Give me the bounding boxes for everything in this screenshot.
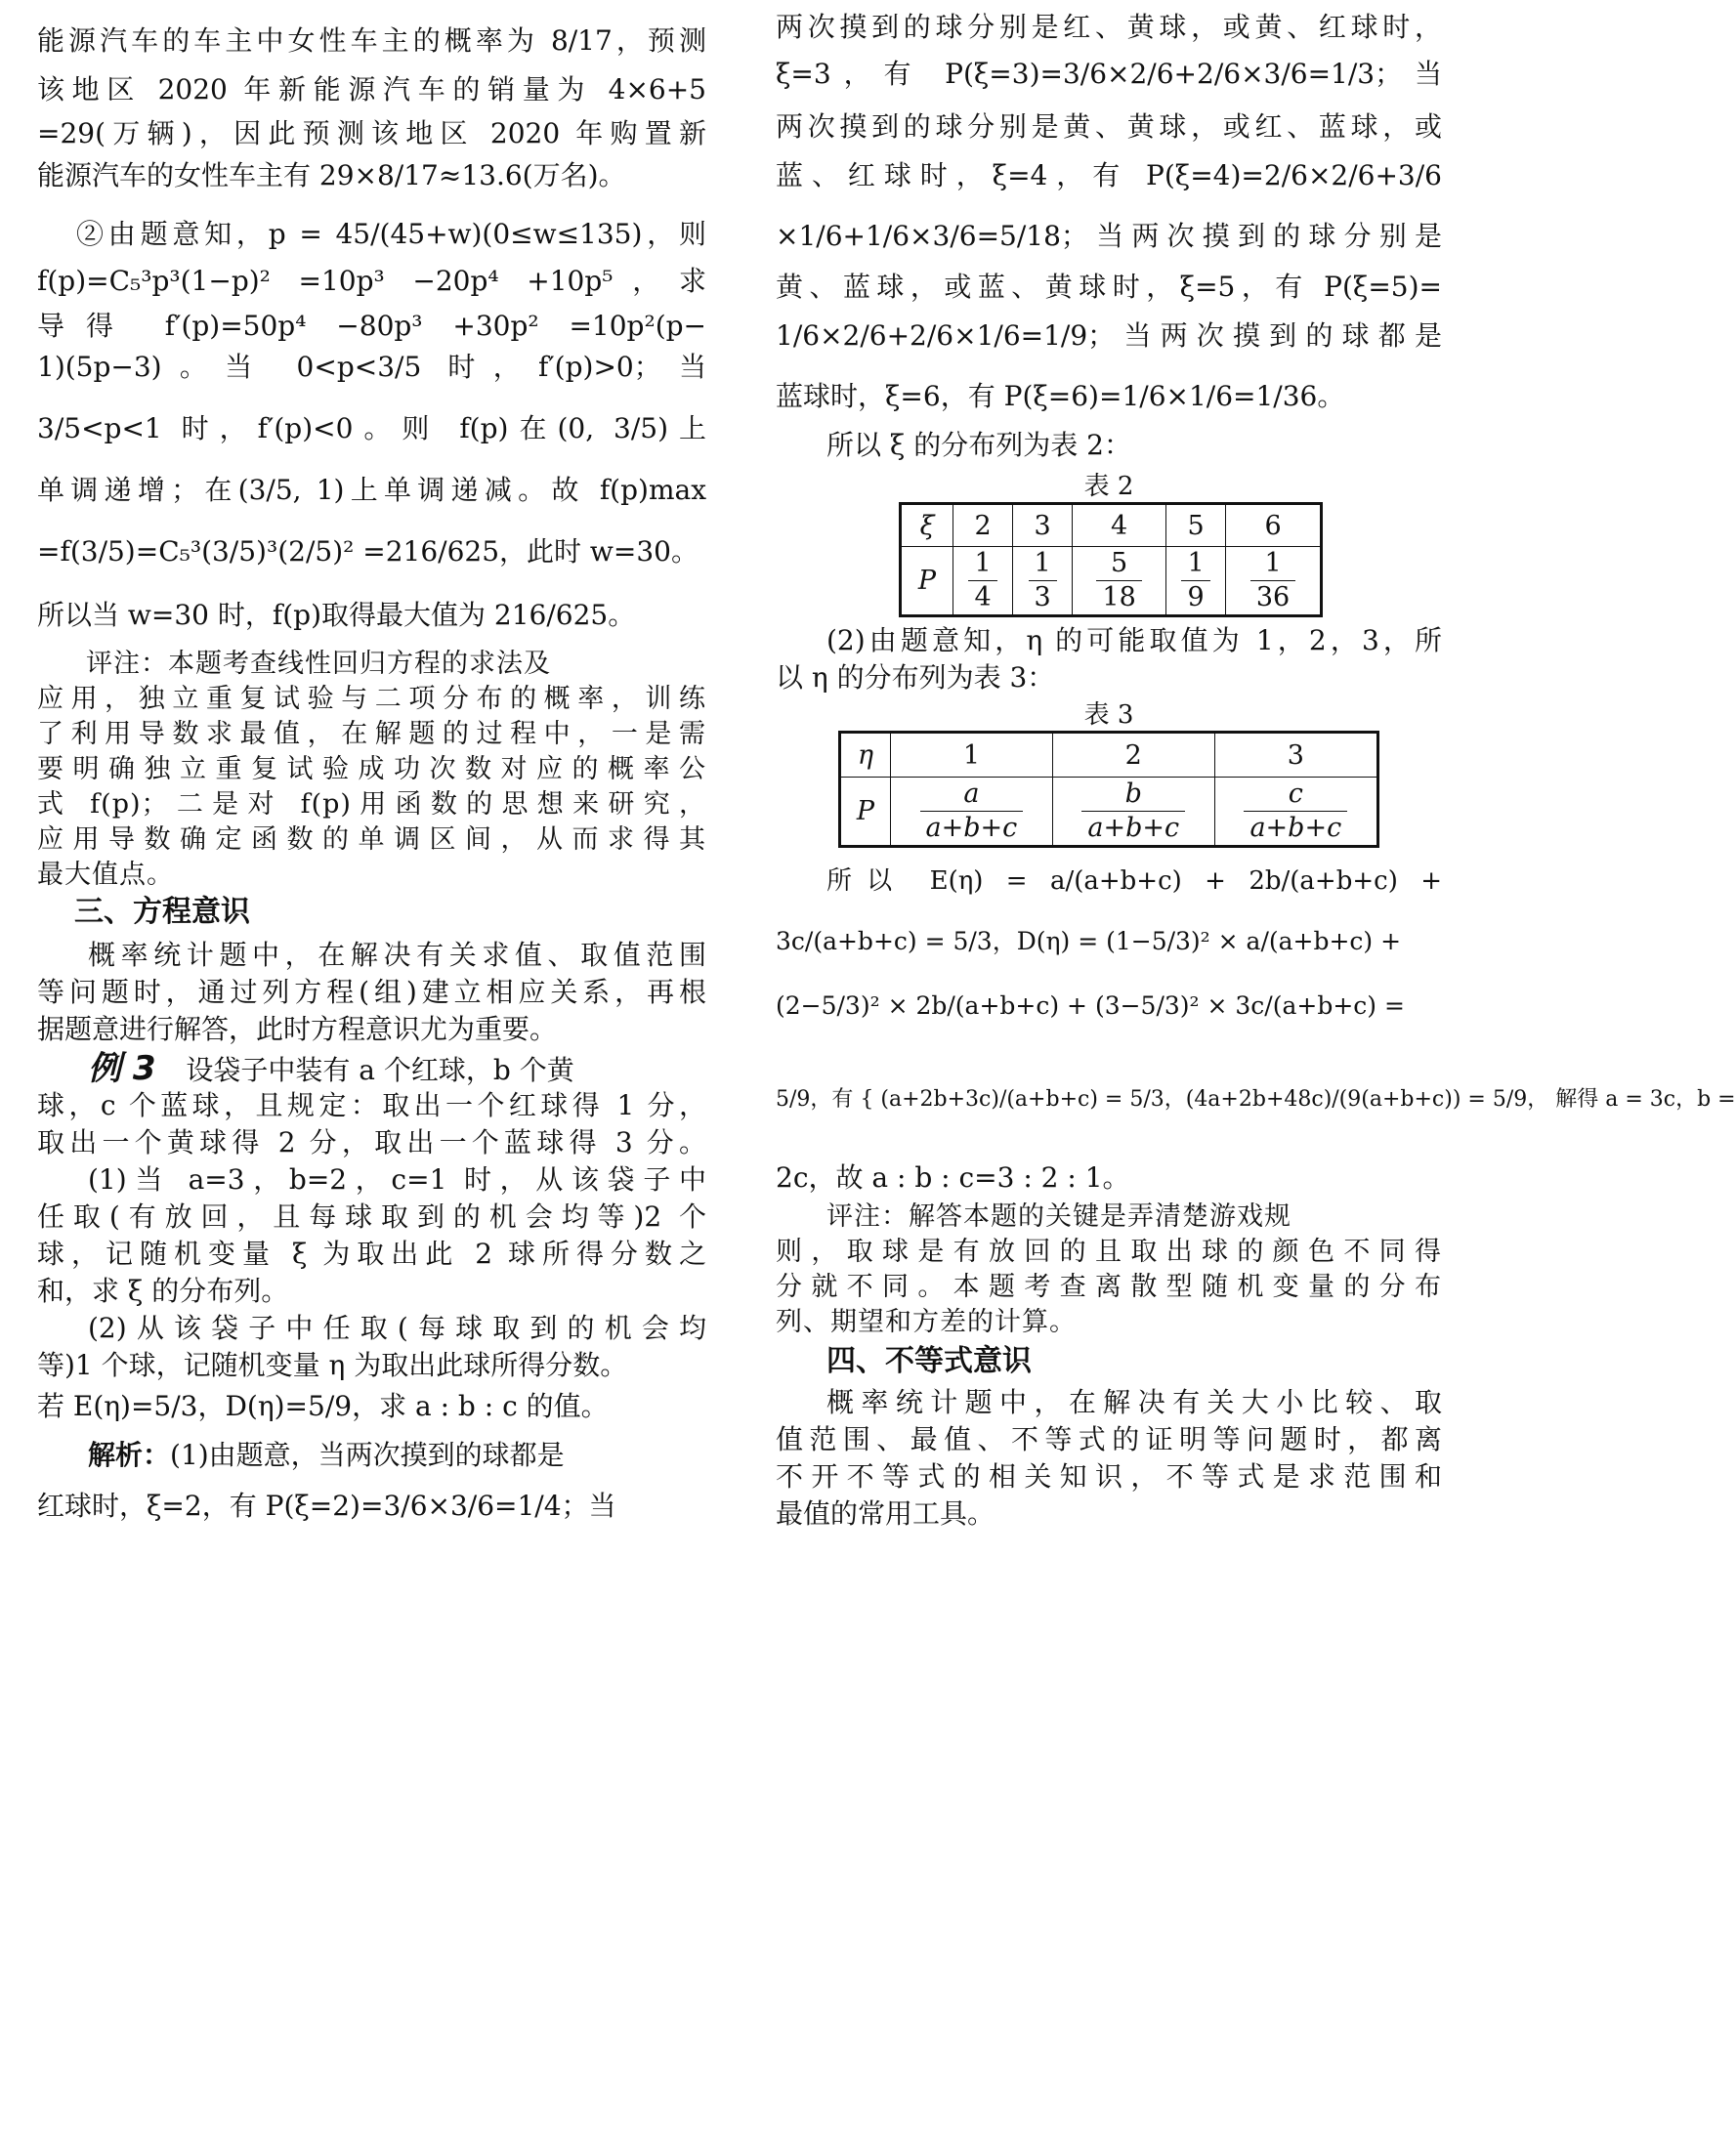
table-xi-distribution [899,502,1323,617]
prob-denominator: a+b+c [1087,813,1180,843]
prob-denominator: a+b+c [925,813,1018,843]
table-header-p: P [840,778,891,847]
text-line: 和，求 ξ 的分布列。 [37,1275,289,1307]
table-cell-prob [891,778,1053,847]
table-cell-value: 4 [1073,504,1166,547]
note-line: 要明确独立重复试验成功次数对应的概率公 [37,754,706,784]
prob-numerator: 1 [1034,548,1051,578]
text-line: 最值的常用工具。 [776,1497,995,1530]
prob-numerator: 5 [1111,548,1128,578]
text-line: 任取(有放回，且每球取到的机会均等)2 个 [37,1200,706,1233]
prob-numerator: c [1288,779,1303,809]
text-line: ②由题意知，p = 45/(45+w)(0≤w≤135)，则 [76,218,706,250]
text-line: (2)从该袋子中任取(每球取到的机会均 [88,1312,706,1344]
text-line: 黄、蓝球，或蓝、黄球时，ξ=5，有 P(ξ=5)= [776,271,1442,303]
prob-denominator: 18 [1102,582,1136,612]
table-cell-prob [1166,547,1226,616]
text-line: f(p)=C₅³p³(1−p)² =10p³ −20p⁴ +10p⁵，求 [37,265,706,297]
table-cell-value: 2 [1052,733,1214,778]
prob-numerator: b [1124,779,1142,809]
prob-numerator: a [963,779,980,809]
text-line: 等问题时，通过列方程(组)建立相应关系，再根 [37,976,706,1008]
prob-denominator: 3 [1034,582,1051,612]
note-line: 评注：本题考查线性回归方程的求法及 [86,649,551,679]
note-line: 应用，独立重复试验与二项分布的概率，训练 [37,684,706,714]
formula-line: 所以 E(η) = a/(a+b+c) + 2b/(a+b+c) + [826,866,1442,896]
text-line: 蓝、红球时，ξ=4，有 P(ξ=4)=2/6×2/6+3/6 [776,159,1442,191]
table-header-eta: η [840,733,891,778]
prob-denominator: 4 [974,582,992,612]
note-line: 分就不同。本题考查离散型随机变量的分布 [776,1272,1442,1302]
text-line: 1/6×2/6+2/6×1/6=1/9；当两次摸到的球都是 [776,319,1442,352]
section-heading: 三、方程意识 [74,895,250,929]
text-line: 1)(5p−3)。当 0<p<3/5 时，f′(p)>0；当 [37,351,706,383]
note-line: 则，取球是有放回的且取出球的颜色不同得 [776,1237,1442,1267]
table-cell-prob [1013,547,1073,616]
table-cell-prob [1226,547,1322,616]
table-header-xi: ξ [901,504,953,547]
text-line: 能源汽车的女性车主有 29×8/17≈13.6(万名)。 [37,159,626,191]
text-line: (2)由题意知，η 的可能取值为 1，2，3，所 [826,624,1442,656]
text-line: 据题意进行解答，此时方程意识尤为重要。 [37,1013,558,1045]
note-line: 式 f(p)；二是对 f(p)用函数的思想来研究， [37,789,706,820]
table-caption: 表 2 [1083,472,1134,501]
formula-line: (2−5/3)² × 2b/(a+b+c) + (3−5/3)² × 3c/(a+b+c) = [776,991,1405,1020]
formula-line: 3c/(a+b+c) = 5/3，D(η) = (1−5/3)² × a/(a+b+c) + [776,927,1402,955]
text-line: 红球时，ξ=2，有 P(ξ=2)=3/6×3/6=1/4；当 [37,1490,616,1522]
text-line: 取出一个黄球得 2 分，取出一个蓝球得 3 分。 [37,1126,706,1158]
text-line: 2c，故 a : b : c=3 : 2 : 1。 [776,1161,1130,1194]
text-line: 等)1 个球，记随机变量 η 为取出此球所得分数。 [37,1349,628,1381]
table-cell-prob [953,547,1013,616]
note-line: 列、期望和方差的计算。 [776,1307,1077,1337]
example-line [37,1049,706,1090]
text-line: 球，c 个蓝球，且规定：取出一个红球得 1 分， [37,1089,706,1121]
table-header-p: P [901,547,953,616]
text-line: 导得 f′(p)=50p⁴ −80p³ +30p² =10p²(p− [37,310,706,342]
text-line: 若 E(η)=5/3，D(η)=5/9，求 a : b : c 的值。 [37,1390,609,1422]
prob-denominator: 36 [1255,582,1291,612]
text-line: 单调递增；在(3/5, 1)上单调递减。故 f(p)max [37,474,706,506]
table-cell-value: 1 [891,733,1053,778]
text-line: 不开不等式的相关知识，不等式是求范围和 [776,1460,1442,1493]
text-line: 两次摸到的球分别是黄、黄球，或红、蓝球，或 [776,110,1442,143]
table-cell-value: 2 [953,504,1013,547]
text-line: 该地区 2020 年新能源汽车的销量为 4×6+5 [37,73,706,105]
note-line: 最大值点。 [37,860,174,890]
note-line: 了利用导数求最值，在解题的过程中，一是需 [37,719,706,749]
example-text: 设袋子中装有 a 个红球，b 个黄 [186,1054,574,1086]
text-line: ξ=3，有 P(ξ=3)=3/6×2/6+2/6×3/6=1/3；当 [776,58,1442,90]
prob-denominator: 9 [1187,582,1205,612]
prob-numerator: 1 [1187,548,1205,578]
table-cell-value: 5 [1166,504,1226,547]
prob-denominator: a+b+c [1249,813,1342,843]
solution-line [37,1436,706,1475]
text-line: 能源汽车的车主中女性车主的概率为 8/17，预测 [37,24,706,57]
text-line: =f(3/5)=C₅³(3/5)³(2/5)² =216/625，此时 w=30。 [37,535,699,568]
table-cell-prob [1052,778,1214,847]
note-line: 应用导数确定函数的单调区间，从而求得其 [37,824,706,855]
text-line: 值范围、最值、不等式的证明等问题时，都离 [776,1423,1442,1455]
text-line: =29(万辆)，因此预测该地区 2020 年购置新 [37,117,706,149]
text-line: ×1/6+1/6×3/6=5/18；当两次摸到的球分别是 [776,220,1442,252]
formula-line: 5/9，有 { (a+2b+3c)/(a+b+c) = 5/3，(4a+2b+48c)/(9(a+b+c)) = 5/9， 解得 a = 3c，b = [776,1087,1736,1112]
text-line: (1)当 a=3，b=2，c=1 时，从该袋子中 [88,1163,706,1196]
solution-label: 解析： [88,1439,171,1471]
table-cell-value: 6 [1226,504,1322,547]
prob-numerator: 1 [1264,548,1282,578]
text-line: 蓝球时，ξ=6，有 P(ξ=6)=1/6×1/6=1/36。 [776,380,1345,412]
text-line: 所以 ξ 的分布列为表 2： [826,429,1131,461]
example-label: 例 3 [88,1049,156,1088]
text-line: 球，记随机变量 ξ 为取出此 2 球所得分数之 [37,1238,706,1270]
note-line: 评注：解答本题的关键是弄清楚游戏规 [826,1201,1291,1232]
section-heading: 四、不等式意识 [826,1344,1032,1378]
text-line: 3/5<p<1 时，f′(p)<0。则 f(p)在(0, 3/5)上 [37,412,706,444]
table-caption: 表 3 [1083,700,1134,730]
solution-text: (1)由题意，当两次摸到的球都是 [170,1439,565,1471]
table-cell-prob [1073,547,1166,616]
text-line: 概率统计题中，在解决有关求值、取值范围 [88,939,706,971]
text-line: 概率统计题中，在解决有关大小比较、取 [826,1386,1442,1418]
text-line: 两次摸到的球分别是红、黄球，或黄、红球时， [776,11,1442,43]
table-eta-distribution [838,731,1379,848]
text-line: 以 η 的分布列为表 3： [776,661,1055,694]
table-cell-prob [1214,778,1377,847]
table-cell-value: 3 [1013,504,1073,547]
text-line: 所以当 w=30 时，f(p)取得最大值为 216/625。 [37,599,636,631]
prob-numerator: 1 [974,548,992,578]
table-cell-value: 3 [1214,733,1377,778]
